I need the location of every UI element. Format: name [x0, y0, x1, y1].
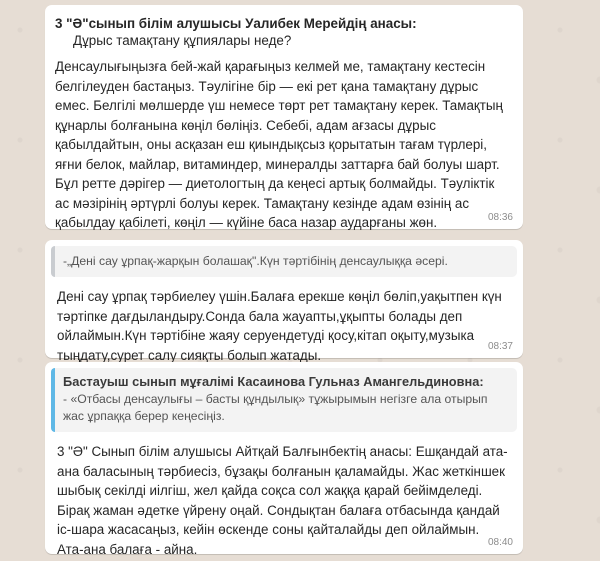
message-author-title: 3 "Ә"сынып білім алушысы Уалибек Мерейдің анасы: [55, 16, 417, 31]
message-timestamp: 08:37 [487, 341, 513, 352]
message-line: Бірақ жаман әдетке үйрену оңай. Сондықтан балаға отбасында қандай [57, 502, 500, 518]
message-line: қабылдау қабілеті, көңіл — күйіне баса назар аударғаны жөн. [55, 215, 438, 230]
message-line: Денсаулығыңызға бей-жай қарағыңыз келмей ме, тамақтану кестесін [55, 59, 486, 74]
message-line: ас мәзірінің әртүрлі болуы керек. Тамақтану кезінде адам өзінің ас [55, 195, 470, 211]
quoted-message-author: Бастауыш сынып мұғалімі Касаинова Гульназ Амангельдиновна: [63, 374, 484, 389]
quoted-line: - «Отбасы денсаулығы – басты құндылық» тұжырымын негізге ала отырып [63, 392, 488, 406]
message-line: ойлаймын.Күн тәртібіне жаяу серуендетуді қосу,кітап оқыту,музыка [57, 328, 475, 343]
message-line: құнарлы болғанына көңіл бөліңіз. Себебі, адам ағзасы дұрыс [55, 117, 436, 133]
message-line: қабылдайтын, оны асқазан еш қиындықсыз қорытатын тағам түрлері, [55, 137, 487, 152]
message-line: Ата-ана балаға - айна. [57, 541, 198, 557]
quoted-message-text [63, 391, 509, 425]
message-line: шыбық секілді иілгіш, жел қайда соқса сол жаққа қарай бейімделеді. [57, 483, 483, 498]
message-line: 3 "Ә" Сынып білім алушысы Айтқай Балғынбектің анасы: Ешқандай ата- [57, 444, 508, 459]
message-line: яғни белок, майлар, витаминдер, минералды заттарға бай болуы шарт. [55, 156, 500, 172]
message-timestamp: 08:40 [487, 537, 513, 548]
message-line: емес. Белгілі мөлшерде үш немесе төрт рет тамақтану керек. Тамақтың [55, 98, 503, 113]
quoted-message[interactable] [51, 368, 517, 432]
quoted-message-text: -„Дені сау ұрпақ-жарқын болашақ".Күн тәртібінің денсаулыққа әсері. [63, 254, 448, 268]
message-body [51, 277, 517, 365]
message-bubble-2[interactable] [45, 240, 523, 363]
message-line: іс-шара жасасаңыз, кейін өскенде соны қайталайды деп ойлаймын. [57, 522, 480, 537]
message-line: ана баласының тәрбиесіз, бұзақы болғанын қаламайды. Жас жеткіншек [57, 463, 505, 479]
message-line: белгілеуден бастаңыз. Тәулігіне бір — екі рет қана тамақтану дұрыс [55, 78, 479, 94]
message-body [51, 432, 517, 559]
message-line: Бұл ретте дәрігер — диетологтың да кеңесі артық болмайды. Тәуліктік [55, 176, 495, 191]
message-subtitle: Дұрыс тамақтану құпиялары неде? [73, 33, 292, 48]
message-line: тыңдату,сурет салу сияқты болып жатады. [57, 347, 322, 363]
message-line: Дені сау ұрпақ тәрбиелеу үшін.Балаға ерекше көңіл бөліп,уақытпен күн [57, 289, 502, 304]
quoted-message[interactable] [51, 246, 517, 277]
message-bubble-1[interactable] [45, 5, 523, 229]
message-timestamp: 08:36 [487, 212, 513, 223]
message-line: тәртіпке дағдыландыру.Сонда бала жауапты,ұқыпты болады деп [57, 308, 463, 324]
message-body [55, 57, 513, 233]
message-bubble-3[interactable] [45, 362, 523, 557]
quoted-line: жас ұрпаққа берер кеңесіңіз. [63, 409, 225, 423]
